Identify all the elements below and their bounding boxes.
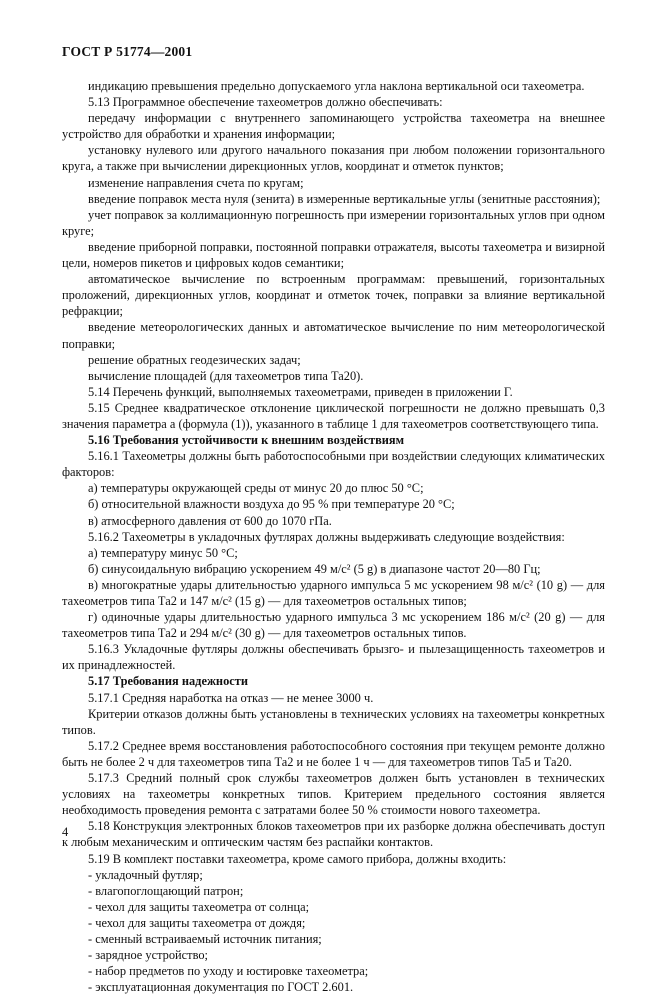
list-item: - влагопоглощающий патрон;	[88, 883, 244, 898]
clause-5-17-1: 5.17.1 Средняя наработка на отказ — не менее 3000 ч.	[88, 690, 374, 705]
page-number: 4	[62, 825, 69, 839]
paragraph: введение поправок места нуля (зенита) в измеренные вертикальные углы (зенитные расстояния);	[88, 191, 601, 206]
list-item: - эксплуатационная документация по ГОСТ 2.601.	[88, 980, 354, 995]
paragraph: введение приборной поправки, постоянной поправки отражателя, высоты тахеометра и визирной цели, номеров пикетов и цифровых кодов семантики;	[62, 239, 605, 271]
paragraph: изменение направления счета по кругам;	[88, 175, 304, 190]
document-header: ГОСТ Р 51774—2001	[62, 44, 193, 59]
list-item: г) одиночные удары длительностью ударного импульса 3 мс ускорением 186 м/с² (20 g) — для тахеометров типа Та2 и 294 м/с² (30 g) — для тахеометров остальных типов.	[62, 610, 605, 641]
list-item: - чехол для защиты тахеометра от дождя;	[88, 915, 306, 930]
clause-5-17-3: 5.17.3 Средний полный срок службы тахеометров должен быть установлен в технических условиях на тахеометры конкретных типов. Критерием предельного состояния является необходимость проведения ремонта с затратами более 50 % стоимости нового тахеометра.	[62, 771, 605, 818]
paragraph: установку нулевого или другого начального показания при любом положении горизонтального круга, а также при вычислении дирекционных углов, координат и отметок пунктов;	[62, 143, 605, 174]
paragraph: учет поправок за коллимационную погрешность при измерении горизонтальных углов при одном круге;	[62, 207, 605, 238]
list-item: а) температуру минус 50 °С;	[88, 545, 238, 560]
list-item: б) относительной влажности воздуха до 95 % при температуре 20 °С;	[88, 497, 455, 512]
list-item: в) атмосферного давления от 600 до 1070 гПа.	[88, 513, 332, 528]
list-item: - чехол для защиты тахеометра от солнца;	[88, 899, 310, 914]
paragraph: Критерии отказов должны быть установлены в технических условиях на тахеометры конкретных типов.	[62, 706, 605, 737]
clause-5-16-3: 5.16.3 Укладочные футляры должны обеспечивать брызго- и пылезащищенность тахеометров и их принадлежностей.	[62, 642, 605, 673]
list-item: в) многократные удары длительностью ударного импульса 5 мс ускорением 98 м/с² (10 g) — для тахеометров типа Та2 и 147 м/с² (15 g) — для тахеометров остальных типов;	[62, 577, 605, 608]
section-heading-5-17: 5.17 Требования надежности	[88, 674, 248, 689]
paragraph: индикацию превышения предельно допускаемого угла наклона вертикальной оси тахеометра.	[88, 79, 585, 93]
clause-5-16-1: 5.16.1 Тахеометры должны быть работоспособными при воздействии следующих климатических факторов:	[62, 449, 605, 480]
clause-5-13: 5.13 Программное обеспечение тахеометров должно обеспечивать:	[88, 95, 443, 110]
section-heading-5-16: 5.16 Требования устойчивости к внешним воздействиям	[88, 433, 405, 448]
list-item: - набор предметов по уходу и юстировке тахеометра;	[88, 964, 369, 979]
clause-5-15: 5.15 Среднее квадратическое отклонение циклической погрешности не должно превышать 0,3 значения параметра a (формула (1)), указанного в таблице 1 для тахеометров соответствующего типа.	[62, 400, 605, 431]
list-item: б) синусоидальную вибрацию ускорением 49 м/с² (5 g) в диапазоне частот 20—80 Гц;	[88, 561, 541, 576]
paragraph: автоматическое вычисление по встроенным программам: превышений, горизонтальных проложений, дирекционных углов, координат и отметок точек, поправки за влияние вертикальной рефракции;	[62, 272, 605, 319]
clause-5-17-2: 5.17.2 Среднее время восстановления работоспособного состояния при текущем ремонте должно быть не более 2 ч для тахеометров типа Та2 и не более 1 ч — для тахеометров типов Та5 и Та20.	[62, 738, 605, 769]
paragraph: вычисление площадей (для тахеометров типа Та20).	[88, 368, 364, 383]
clause-5-19: 5.19 В комплект поставки тахеометра, кроме самого прибора, должны входить:	[88, 851, 507, 866]
list-item: - сменный встраиваемый источник питания;	[88, 931, 322, 946]
clause-5-14: 5.14 Перечень функций, выполняемых тахеометрами, приведен в приложении Г.	[88, 384, 513, 399]
clause-5-16-2: 5.16.2 Тахеометры в укладочных футлярах должны выдерживать следующие воздействия:	[88, 529, 565, 544]
document-body	[62, 78, 605, 995]
list-item: - зарядное устройство;	[88, 948, 208, 963]
paragraph: введение метеорологических данных и автоматическое вычисление по ним метеорологической поправки;	[62, 320, 605, 351]
paragraph: передачу информации с внутреннего запоминающего устройства тахеометра на внешнее устройство для обработки и хранения информации;	[62, 111, 605, 142]
list-item: - укладочный футляр;	[88, 867, 203, 882]
paragraph: решение обратных геодезических задач;	[88, 352, 301, 367]
clause-5-18: 5.18 Конструкция электронных блоков тахеометров при их разборке должна обеспечивать доступ к любым механическим и оптическим частям без распайки контактов.	[62, 819, 605, 850]
list-item: а) температуры окружающей среды от минус 20 до плюс 50 °С;	[88, 481, 424, 496]
